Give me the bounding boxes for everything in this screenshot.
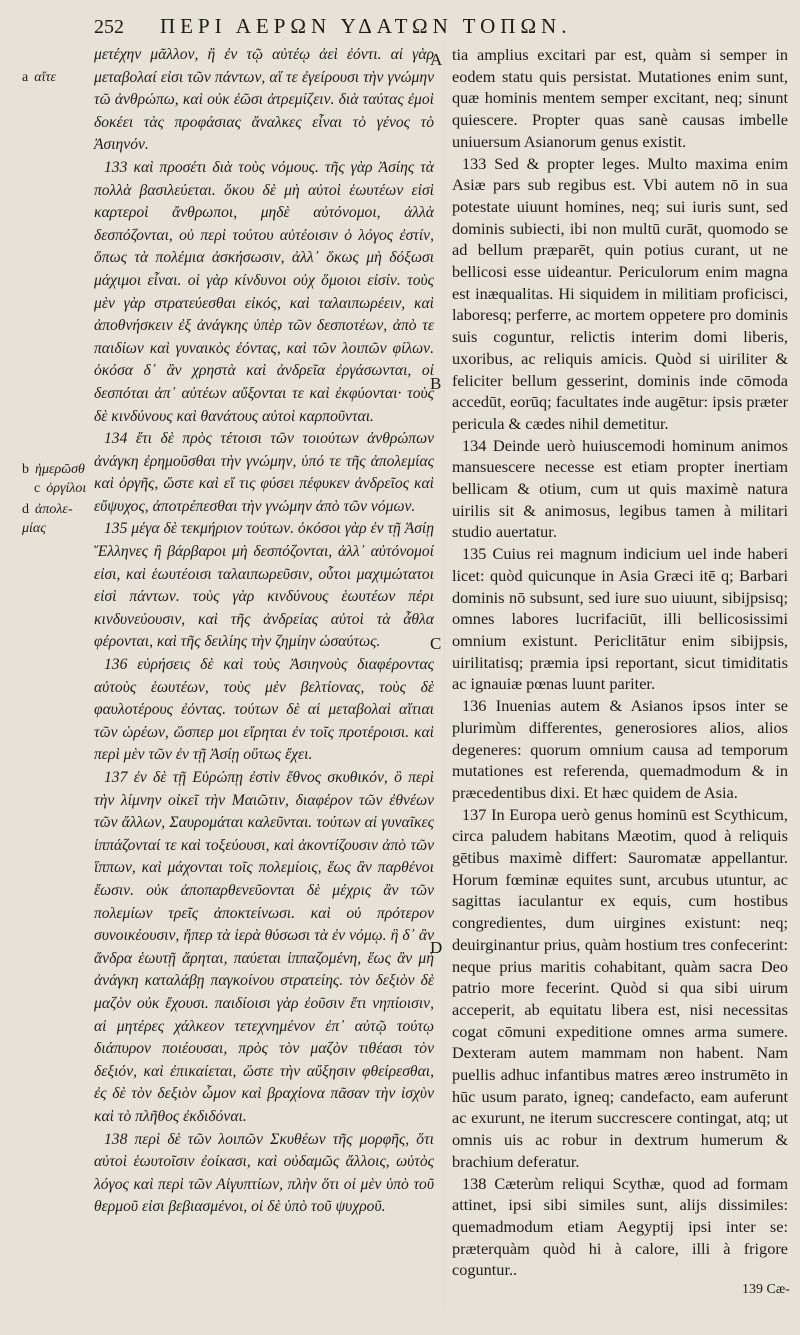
running-title: ΠΕΡΙ ΑΕΡΩΝ ΥΔΑΤΩΝ ΤΟΠΩΝ. — [160, 14, 572, 38]
greek-paragraph: 135 μέγα δὲ τεκμήριον τούτων. ὁκόσοι γὰρ ἐν τῇ Ἀσίῃ Ἕλληνες ἢ βάρβαροι μὴ δεσπόζονται, ἀλλ᾽ αὐτόνομοί εἰσι, καὶ ἑωυτέοισι ταλαιπωρεῦσιν, οὗτοι μαχιμώτατοι εἰσὶ πάντων. τοὺς γὰρ κινδύνους ἑωυτέων πέρι κινδυνεύουσιν, καὶ τῆς ἀνδρείας αὐτοὶ τὰ ἆθλα φέρονται, καὶ τῆς δειλίης τὴν ζημίην ὡσαύτως. — [94, 520, 434, 651]
page-header — [94, 14, 784, 48]
margin-note: b ἡμερῶσθ — [22, 462, 85, 477]
page-number: 252 — [94, 16, 124, 38]
section-marker-b: B — [430, 374, 442, 393]
section-marker-d: D — [430, 938, 443, 957]
greek-paragraph: 136 εὑρήσεις δὲ καὶ τοὺς Ἀσιηνοὺς διαφέροντας αὐτοὺς ἑωυτέων, τοὺς μὲν βελτίονας, τοὺς δὲ φαυλοτέρους ἐόντας. τούτων δὲ αἱ μεταβολαὶ αἴτιαι τῶν ὡρέων, ὥσπερ μοι εἴρηται ἐν τοῖς προτέροισι. καὶ περὶ μὲν τῶν ἐν τῇ Ἀσίῃ οὕτως ἔχει. — [94, 656, 434, 764]
greek-paragraph: 133 καὶ προσέτι διὰ τοὺς νόμους. τῆς γὰρ Ἀσίης τὰ πολλὰ βασιλεύεται. ὅκου δὲ μὴ αὐτοὶ ἑωυτέων εἰσὶ καρτεροὶ ἄνθρωποι, μηδὲ αὐτόνομοι, ἀλλὰ δεσπόζονται, οὐ περὶ τούτου αὐτέοισιν ὁ λόγος ἐστίν, ὅπως τὰ πολέμια ἀσκήσωσιν, ἀλλ᾽ ὅκως μὴ δόξωσι μάχιμοι εἶναι. οἱ γὰρ κίνδυνοι οὐχ ὅμοιοι εἰσίν. τοὺς μὲν γὰρ στρατεύεσθαι εἰκός, καὶ ταλαιπωρέειν, καὶ ἀποθνήσκειν ἐξ ἀνάγκης ὑπὲρ τῶν δεσποτέων, ἀπὸ τε παιδίων καὶ γυναικὸς ἐόντας, καὶ τῶν λοιπῶν φίλων. ὁκόσα δ᾽ ἂν χρηστὰ καὶ ἀνδρεῖα ἐργάσωνται, οἱ δεσπόται ἀπ᾽ αὐτέων αὔξονται τε καὶ ἐκφύονται· τοὺς δὲ κινδύνους καὶ θανάτους αὐτοὶ καρποῦνται. — [94, 158, 434, 425]
latin-paragraph: 134 Deinde uerò huiuscemodi hominum animos mansuescere necesse est etiam propter inertiam bellicam & otium, cum ut quis maximè natura uirilis sit & animosus, legibus tamen à militari studio auertatur. — [452, 435, 788, 542]
column-gutter — [444, 40, 445, 1310]
latin-paragraph: 138 Cæterùm reliqui Scythæ, quod ad formam attinet, ipsi sibi similes sunt, alijs dissimiles: quemadmodum etiam Aegyptij ipsi inter se: præterquàm quòd hi à calore, illi à frigore coguntur.. — [452, 1173, 788, 1280]
margin-note: c ὀργίλοι — [34, 481, 87, 496]
greek-paragraph: 137 ἐν δὲ τῇ Εὐρώπῃ ἐστὶν ἔθνος σκυθικόν, ὃ περὶ τὴν λίμνην οἰκεῖ τὴν Μαιῶτιν, διαφέρον τῶν ἐθνέων τῶν ἄλλων, Σαυρομάται καλεῦνται. τούτων αἱ γυναῖκες ἱππάζονταί τε καὶ τοξεύουσι, καὶ ἀκοντίζουσιν ἀπὸ τῶν ἵππων, καὶ μάχονται τοῖς πολεμίοις, ἕως ἂν παρθένοι ἔωσιν. οὐκ ἀποπαρθενεῦονται δὲ μέχρις ἂν τῶν πολεμίων τρεῖς ἀποκτείνωσι. καὶ οὐ πρότερον συνοικέουσιν, ἤπερ τὰ ἱερὰ θύσωσι τὰ ἐν νόμῳ. ἣ δ᾽ ἂν ἄνδρα ἑωυτῇ ἄρηται, παύεται ἱππαζομένη, ἕως ἂν μὴ ἀνάγκη καταλάβῃ παγκοίνου στρατείης. τὸν δεξιὸν δὲ μαζὸν οὐκ ἔχουσι. παιδίοισι γὰρ ἐοῦσιν ἔτι νηπίοισιν, αἱ μητέρες χάλκεον τετεχνημένον ἐπ᾽ αὐτῷ τούτῳ διάπυρον ποιέουσαι, πρὸς τὸν μαζὸν τιθέασι τὸν δεξιόν, καὶ ἐπικαίεται, ὥστε τὴν αὔξησιν φθείρεσθαι, ἐς δὲ τὸν δεξιὸν ὦμον καὶ βραχίονα πᾶσαν τὴν ἰσχὺν καὶ τὸ πλῆθος ἐκδιδόναι. — [94, 769, 434, 1125]
latin-paragraph: 135 Cuius rei magnum indicium uel inde haberi licet: quòd quicunque in Asia Græci itē q; Barbari dominis nō subsunt, sed iure suo uiuunt, sibijpsisq; omnes labores lucrifaciūt, illi bellicosissimi omnium existunt. Periclitātur enim sibijpsis, uirilitatisq; præmia ipsi reportant, sicut timiditatis ac ignauiæ pœnas luunt pariter. — [452, 544, 788, 694]
margin-note: a αἴτε — [22, 70, 56, 85]
greek-paragraph: 134 ἔτι δὲ πρὸς τέτοισι τῶν τοιούτων ἀνθρώπων ἀνάγκη ἐρημοῦσθαι τὴν γνώμην, ὑπό τε τῆς ἀπολεμίας καὶ ὀργῆς, ὥστε καὶ εἴ τις φύσει πέφυκεν ἀνδρεῖος καὶ εὔψυχος, ἀποτρέπεσθαι τὴν γνώμην ἀπὸ τῶν νόμων. — [94, 430, 434, 515]
greek-paragraph: μετέχην μᾶλλον, ἢ ἐν τῷ αὐτέῳ ἀεὶ ἐόντι. αἱ γὰρ μεταβολαί εἰσι τῶν πάντων, αἵ τε ἐγείρουσι τὴν γνώμην τῶ ἀνθρώπω, καὶ οὐκ ἐῶσι ἀτρεμίζειν. διὰ ταύτας ἐμοὶ δοκέει τὰς προφάσιας ἄναλκες εἶναι τὸ γένος τὸ Ἀσιηνόν. — [94, 46, 434, 154]
greek-text-column — [94, 44, 434, 1219]
latin-text-column — [452, 44, 788, 1281]
latin-paragraph: 137 In Europa uerò genus hominū est Scythicum, circa paludem habitans Mæotim, quod à reliquis gētibus maximè differt: Sauromatæ appellantur. Horum fœminæ equites sunt, arcubus utuntur, ac sagittas iaculantur ex equis, cum hostibus congredientes, dum uirgines existunt: neq; deuirginantur prius, quàm hostium tres confecerint: neque prius maritis cohabitant, quàm sacra Deo patrio more fecerint. Quòd si qua sibi uirum acceperit, ab equitatu libera est, nisi necessitas cogat cōmuni expeditione omnes arma sumere. Dexteram autem mammam non habent. Nam puellis adhuc infantibus matres æreo instrumēto in hūc usum parato, igneq; candefacto, eam auferunt ac exurunt, ne iterum succrescere contingat, atq; ut omnis uis ac robur in dextrum humerum & brachium deferatur. — [452, 804, 788, 1171]
latin-paragraph: 136 Inuenias autem & Asianos ipsos inter se plurimùm differentes, generosiores alios, alios degeneres: quorum omnium causa ad temporum mutationes est referenda, quemadmodum & in præcedentibus dixi. Et hæc quidem de Asia. — [452, 696, 788, 802]
catchword: 139 Cæ- — [742, 1282, 790, 1297]
section-marker-a: A — [430, 50, 443, 69]
margin-note: d ἀπολε-μίας — [22, 502, 73, 536]
greek-paragraph: 138 περὶ δὲ τῶν λοιπῶν Σκυθέων τῆς μορφῆς, ὅτι αὐτοὶ ἑωυτοῖσιν ἐοίκασι, καὶ οὐδαμῶς ἄλλοις, ωὑτὸς λόγος καὶ περὶ τῶν Αἰγυπτίων, πλὴν ὅτι οἱ μὲν ὑπὸ τοῦ θερμοῦ εἰσι βεβιασμένοι, οἱ δὲ ὑπὸ τοῦ ψυχροῦ. — [94, 1130, 434, 1216]
section-marker-c: C — [430, 634, 442, 653]
latin-paragraph: tia amplius excitari par est, quàm si semper in eodem statu quis persistat. Mutationes enim sunt, quæ hominis mentem semper excitant, neq; sinunt quiescere. Propter quas sanè causas imbelle uniuersum Asianorum genus existit. — [452, 45, 788, 151]
latin-paragraph: 133 Sed & propter leges. Multo maxima enim Asiæ pars sub regibus est. Vbi autem nō in sua potestate uiuunt homines, neq; sui iuris sunt, sed dominis subiecti, ibi non multū curāt, quomodo se ad bellum præparēt, quin potius curant, ut ne bellicosi esse uideantur. Periculorum enim magna est inæqualitas. Hi siquidem in militiam proficisci, laboresq; perferre, ac mortem oppetere pro dominis suis coguntur, relictis interim domi liberis, uxoribus, ac reliquis amicis. Quòd si uiriliter & feliciter bellum gesserint, dominis inde cōmoda accedūt, eorūq; facultates inde augētur: ipsis præter pericula & cædes nihil demetitur. — [452, 153, 788, 433]
